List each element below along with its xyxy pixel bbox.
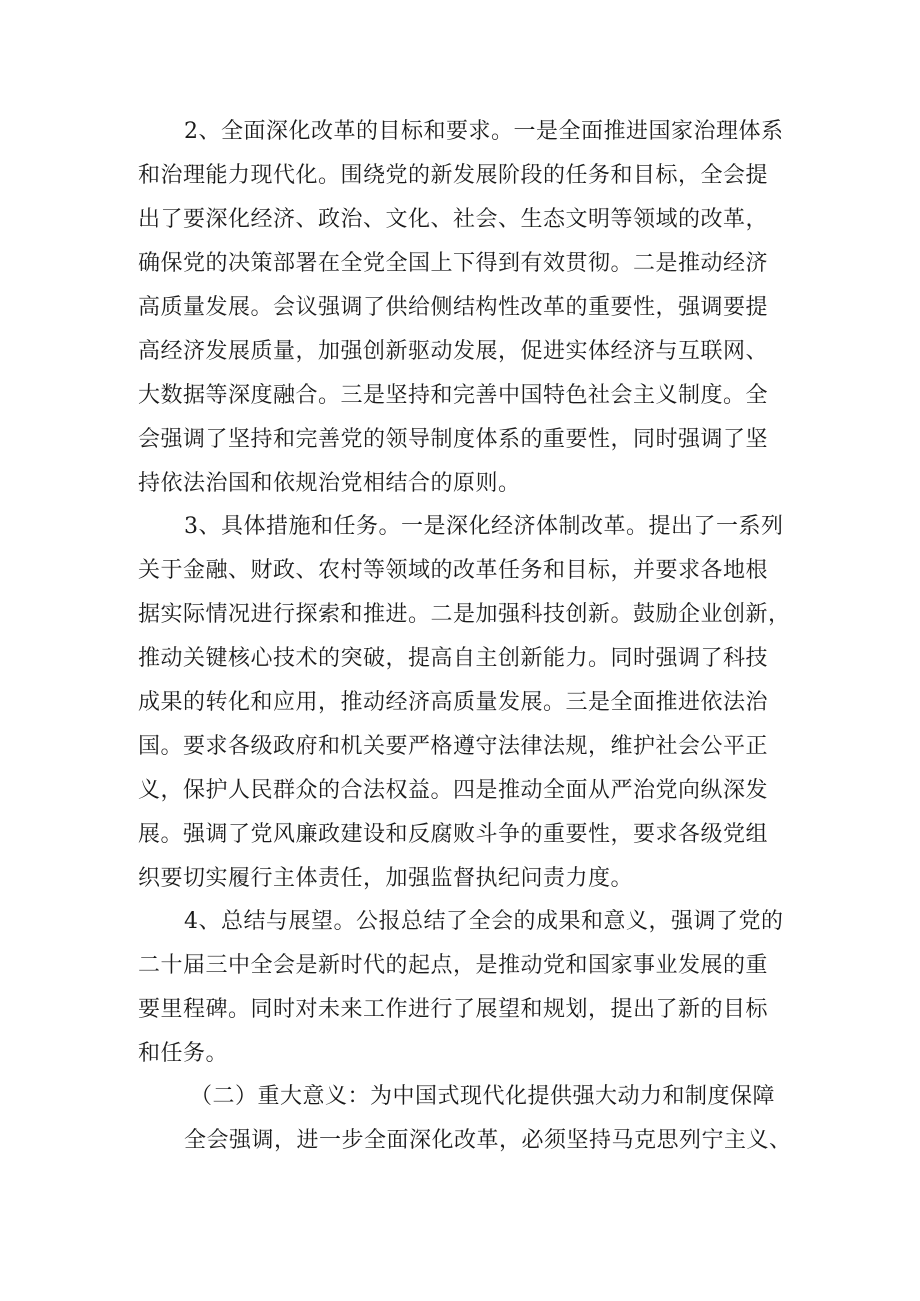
paragraph-2-line: 和治理能力现代化。围绕党的新发展阶段的任务和目标，全会提 [138, 163, 769, 188]
paragraph-2-line: 出了要深化经济、政治、文化、社会、生态文明等领域的改革， [138, 207, 769, 232]
section-heading: （二）重大意义：为中国式现代化提供强大动力和制度保障 [190, 1084, 776, 1109]
paragraph-4-line: 4、总结与展望。公报总结了全会的成果和意义，强调了党的 [184, 909, 784, 934]
paragraph-3-line: 3、具体措施和任务。一是深化经济体制改革。提出了一系列 [184, 514, 784, 539]
paragraph-3-line: 据实际情况进行探索和推进。二是加强科技创新。鼓励企业创新， [138, 602, 791, 627]
paragraph-3-line: 关于金融、财政、农村等领域的改革任务和目标，并要求各地根 [138, 558, 769, 583]
paragraph-3-line: 织要切实履行主体责任，加强监督执纪问责力度。 [138, 866, 634, 891]
paragraph-2-line: 高经济发展质量，加强创新驱动发展，促进实体经济与互联网、 [138, 339, 769, 364]
paragraph-3-line: 义，保护人民群众的合法权益。四是推动全面从严治党向纵深发 [138, 778, 769, 803]
paragraph-2-line: 持依法治国和依规治党相结合的原则。 [138, 471, 521, 496]
paragraph-2-line: 2、全面深化改革的目标和要求。一是全面推进国家治理体系 [184, 119, 784, 144]
paragraph-4-line: 和任务。 [138, 1041, 229, 1066]
paragraph-2-line: 高质量发展。会议强调了供给侧结构性改革的重要性，强调要提 [138, 295, 769, 320]
paragraph-2-line: 会强调了坚持和完善党的领导制度体系的重要性，同时强调了坚 [138, 427, 769, 452]
paragraph-2-line: 确保党的决策部署在全党全国上下得到有效贯彻。二是推动经济 [138, 251, 769, 276]
paragraph-3-line: 成果的转化和应用，推动经济高质量发展。三是全面推进依法治 [138, 690, 769, 715]
paragraph-4-line: 要里程碑。同时对未来工作进行了展望和规划，提出了新的目标 [138, 997, 769, 1022]
paragraph-3-line: 推动关键核心技术的突破，提高自主创新能力。同时强调了科技 [138, 646, 769, 671]
paragraph-2-line: 大数据等深度融合。三是坚持和完善中国特色社会主义制度。全 [138, 383, 769, 408]
paragraph-4-line: 二十届三中全会是新时代的起点，是推动党和国家事业发展的重 [138, 953, 769, 978]
paragraph-line: 全会强调，进一步全面深化改革，必须坚持马克思列宁主义、 [184, 1128, 792, 1153]
paragraph-3-line: 国。要求各级政府和机关要严格遵守法律法规，维护社会公平正 [138, 734, 769, 759]
paragraph-3-line: 展。强调了党风廉政建设和反腐败斗争的重要性，要求各级党组 [138, 822, 769, 847]
